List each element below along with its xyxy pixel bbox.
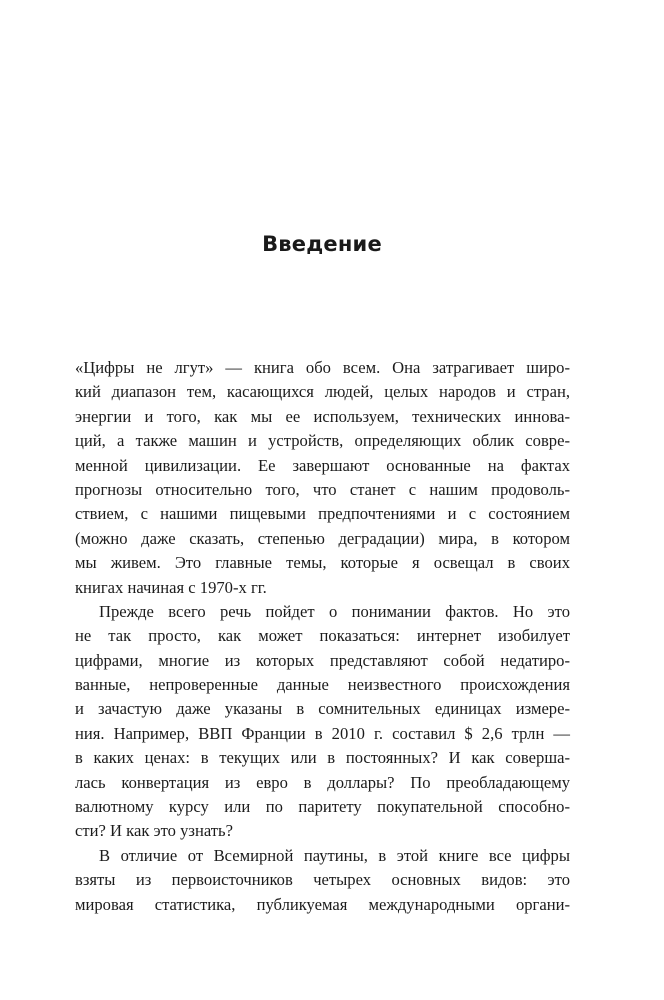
text-line: Прежде всего речь пойдет о понимании фактов. Но это [99, 601, 570, 621]
text-line: кий диапазон тем, касающихся людей, целых народов и стран, [75, 382, 570, 402]
text-line: валютному курсу или по паритету покупательной способно- [75, 797, 570, 817]
text-line: и зачастую даже указаны в сомнительных единицах измере- [75, 699, 570, 719]
text-line: прогнозы относительно того, что станет с нашим продоволь- [75, 479, 570, 499]
text-line: взяты из первоисточников четырех основных видов: это [75, 870, 570, 890]
text-line: (можно даже сказать, степенью деградации) мира, в котором [75, 528, 570, 548]
text-line: энергии и того, как мы ее используем, технических иннова- [75, 406, 570, 426]
text-line: цифрами, многие из которых представляют собой недатиро- [75, 650, 570, 670]
text-line: менной цивилизации. Ее завершают основанные на фактах [75, 455, 570, 475]
text-line: ций, а также машин и устройств, определяющих облик совре- [75, 431, 570, 451]
text-line: сти? И как это узнать? [75, 821, 233, 841]
text-line: мировая статистика, публикуемая международными органи- [75, 894, 570, 914]
body-text [75, 356, 570, 917]
text-line: мы живем. Это главные темы, которые я освещал в своих [75, 553, 570, 573]
text-line: лась конвертация из евро в доллары? По преобладающему [75, 772, 570, 792]
chapter-title: Введение [262, 232, 382, 256]
text-line: ванные, непроверенные данные неизвестного происхождения [75, 675, 570, 695]
text-line: ния. Например, ВВП Франции в 2010 г. составил $ 2,6 трлн — [75, 723, 570, 743]
text-line: не так просто, как может показаться: интернет изобилует [75, 626, 570, 646]
text-line: «Цифры не лгут» — книга обо всем. Она затрагивает широ- [75, 358, 570, 377]
text-line: в каких ценах: в текущих или в постоянных? И как соверша- [75, 748, 570, 768]
text-line: ствием, с нашими пищевыми предпочтениями и с состоянием [75, 504, 570, 524]
text-line: книгах начиная с 1970-х гг. [75, 577, 267, 597]
text-line: В отличие от Всемирной паутины, в этой книге все цифры [99, 845, 570, 865]
